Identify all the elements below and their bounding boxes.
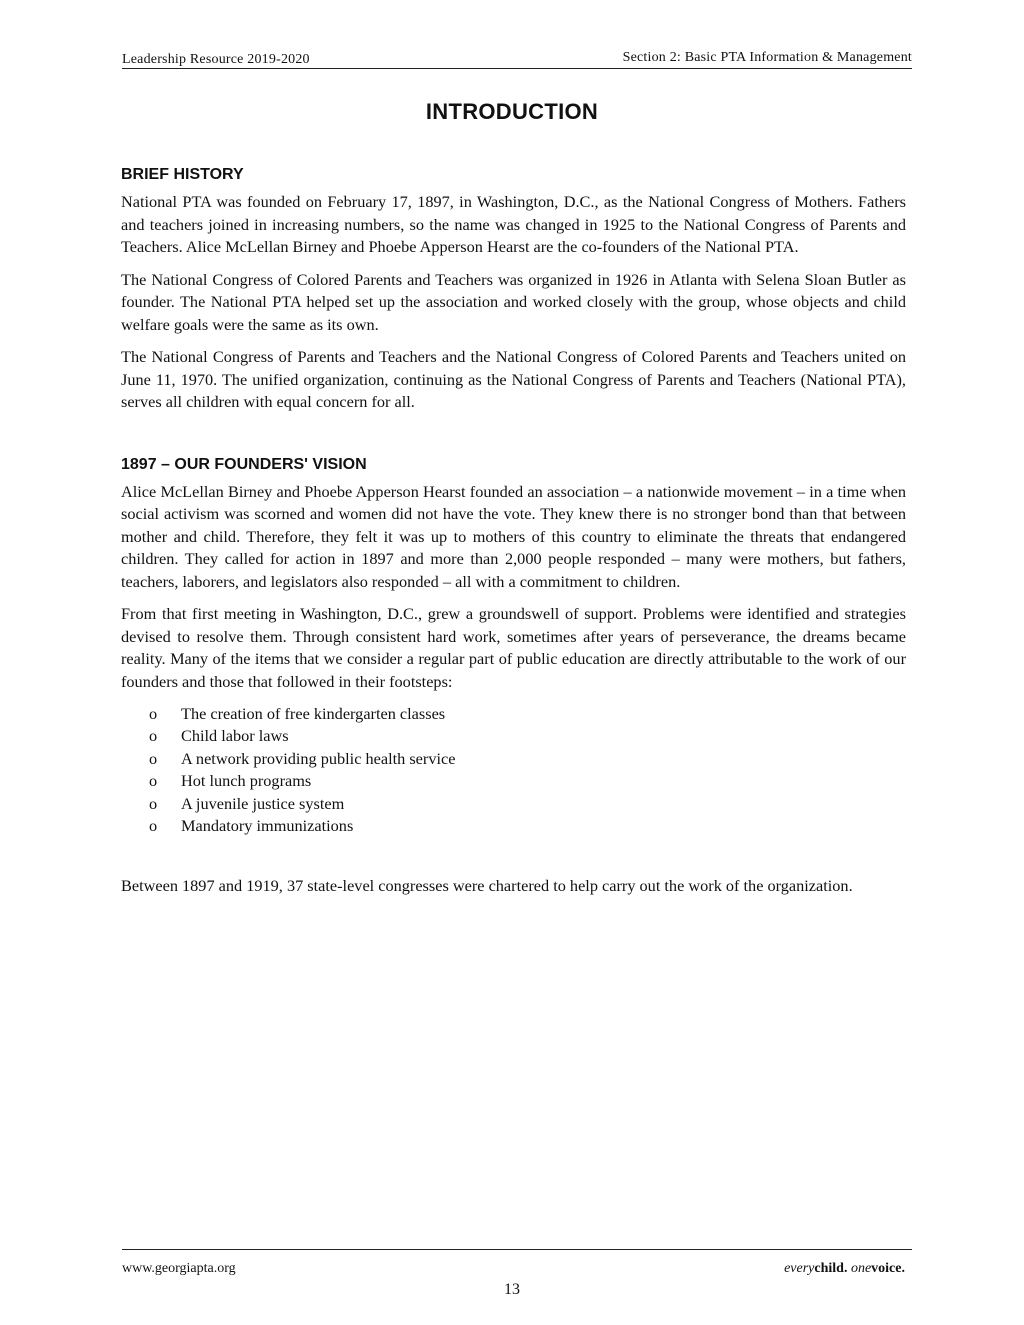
tagline-every: every <box>784 1261 815 1276</box>
footer-website-link[interactable]: www.georgiapta.org <box>122 1261 236 1276</box>
list-item-text: Mandatory immunizations <box>181 816 354 836</box>
footer-divider <box>122 1249 912 1250</box>
brief-history-heading: BRIEF HISTORY <box>121 166 244 183</box>
closing-paragraph: Between 1897 and 1919, 37 state-level congresses were chartered to help carry out the work of the organization. <box>121 876 853 896</box>
page-title: INTRODUCTION <box>425 99 599 124</box>
list-item <box>121 793 906 815</box>
bullet-marker: o <box>149 748 158 768</box>
bullet-marker: o <box>149 704 158 723</box>
page-number: 13 <box>504 1281 520 1298</box>
list-item <box>121 725 906 747</box>
bullet-marker: o <box>149 816 158 836</box>
brief-history-paragraph: The National Congress of Parents and Teachers and the National Congress of Colored Parents and Teachers united on June 11, 1970. The unified organization, continuing as the National Congress of Parents and Teachers (National PTA), serves all children with equal concern for all. <box>121 347 906 411</box>
list-item <box>121 770 906 792</box>
bullet-marker: o <box>149 793 158 813</box>
list-item <box>121 703 906 725</box>
page-content <box>121 166 906 908</box>
tagline-voice: voice. <box>871 1261 905 1276</box>
list-item-text: A juvenile justice system <box>181 793 345 813</box>
founders-vision-paragraph: From that first meeting in Washington, D.C., grew a groundswell of support. Problems were identified and strategies devised to resolve them. Through consistent hard work, sometimes after years of perseverance, the dreams became reality. Many of the items that we consider a regular part of public education are directly attributable to the work of our founders and those that followed in their footsteps: <box>121 604 906 691</box>
page-header <box>122 44 912 69</box>
bullet-marker: o <box>149 771 158 791</box>
footer-tagline <box>784 1261 905 1277</box>
list-item <box>121 815 906 837</box>
bullet-marker: o <box>149 726 158 746</box>
list-item <box>121 748 906 770</box>
brief-history-paragraph: The National Congress of Colored Parents and Teachers was organized in 1926 in Atlanta with Selena Sloan Butler as founder. The National PTA helped set up the association and worked closely with the group, whose objects and child welfare goals were the same as its own. <box>121 269 906 334</box>
list-item-text: Hot lunch programs <box>181 771 312 791</box>
brief-history-paragraph: National PTA was founded on February 17, 1897, in Washington, D.C., as the National Congress of Mothers. Fathers and teachers joined in increasing numbers, so the name was changed in 1925 to the National Congress of Parents and Teachers. Alice McLellan Birney and Phoebe Apperson Hearst are the co-founders of the National PTA. <box>121 192 906 256</box>
founders-vision-paragraph: Alice McLellan Birney and Phoebe Apperson Hearst founded an association – a nationwide movement – in a time when social activism was scorned and women did not have the vote. They knew there is no stronger bond than that between mother and child. Therefore, they felt it was up to mothers of this country to eliminate the threats that endangered children. They called for action in 1897 and more than 2,000 people responded – many were mothers, but fathers, teachers, laborers, and legislators also responded – all with a commitment to children. <box>121 481 906 591</box>
founders-vision-heading: 1897 – OUR FOUNDERS' VISION <box>121 455 367 473</box>
list-item-text: The creation of free kindergarten classes <box>181 704 446 723</box>
tagline-one: one <box>850 1261 872 1276</box>
list-item-text: Child labor laws <box>181 726 289 746</box>
header-left-text: Leadership Resource 2019-2020 <box>122 52 310 67</box>
list-item-text: A network providing public health service <box>181 748 456 768</box>
tagline-child: child. <box>814 1261 848 1276</box>
achievements-list <box>121 703 906 837</box>
header-right-text: Section 2: Basic PTA Information & Management <box>622 50 912 65</box>
